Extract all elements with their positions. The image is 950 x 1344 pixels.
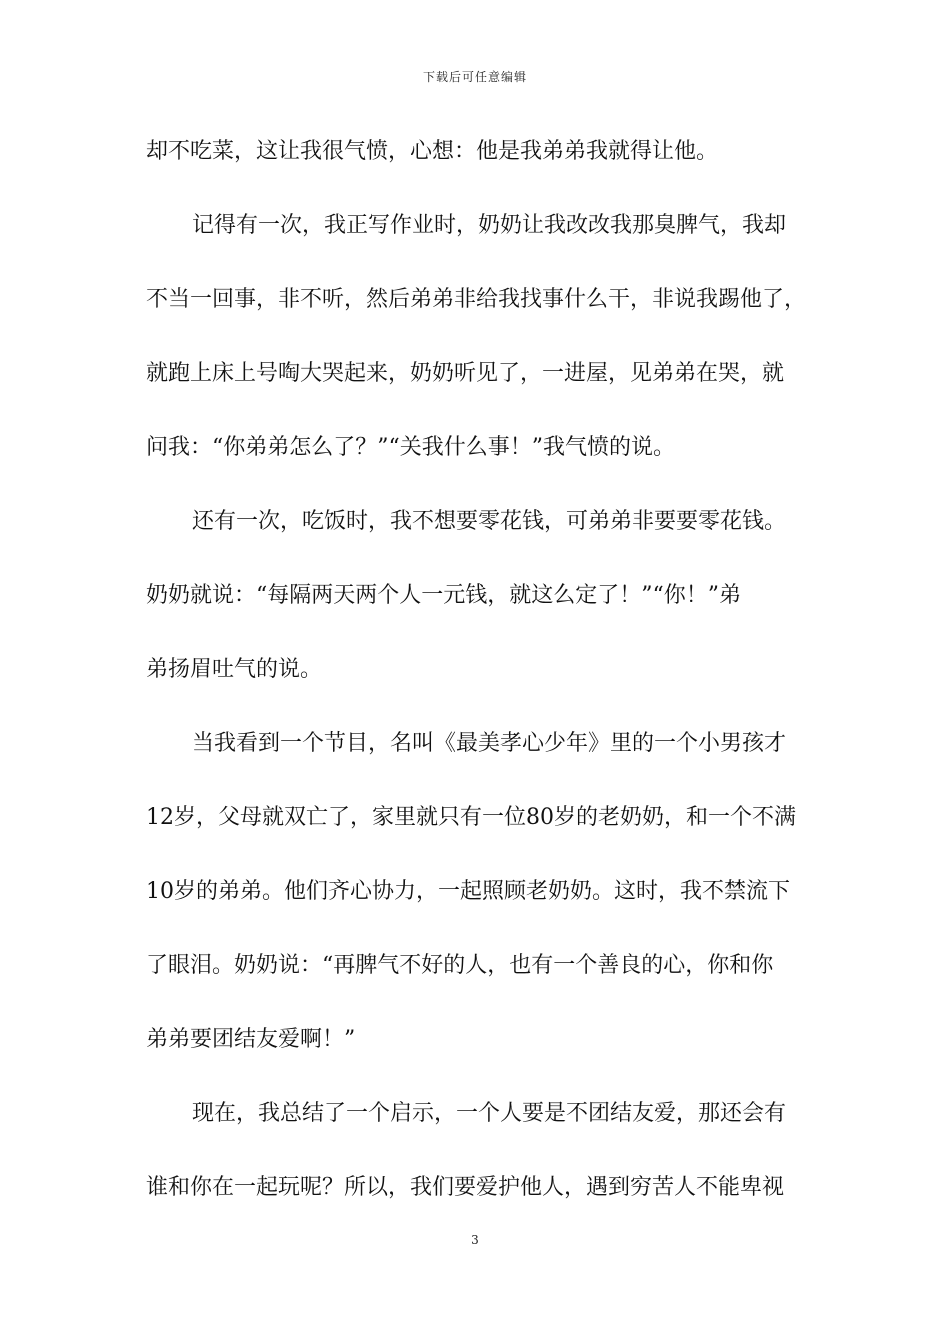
text-line: 就跑上床上号啕大哭起来，奶奶听见了，一进屋，见弟弟在哭，就 <box>146 361 785 386</box>
text-line: 问我：“你弟弟怎么了？”“关我什么事！”我气愤的说。 <box>146 435 675 460</box>
text-line: 了眼泪。奶奶说：“再脾气不好的人，也有一个善良的心，你和你 <box>146 953 774 978</box>
text-line: 却不吃菜，这让我很气愤，心想：他是我弟弟我就得让他。 <box>146 139 719 164</box>
text-line-paragraph-start: 还有一次，吃饭时，我不想要零花钱，可弟弟非要要零花钱。 <box>192 509 787 534</box>
text-line: 12岁，父母就双亡了，家里就只有一位80岁的老奶奶，和一个不满 <box>146 805 796 830</box>
text-line-paragraph-start: 现在，我总结了一个启示，一个人要是不团结友爱，那还会有 <box>192 1101 787 1126</box>
text-line-paragraph-start: 记得有一次，我正写作业时，奶奶让我改改我那臭脾气，我却 <box>192 213 787 238</box>
text-line: 谁和你在一起玩呢？所以，我们要爱护他人，遇到穷苦人不能卑视 <box>146 1175 785 1200</box>
page-number: 3 <box>471 1233 479 1247</box>
text-line: 弟弟要团结友爱啊！” <box>146 1027 356 1052</box>
text-line: 10岁的弟弟。他们齐心协力，一起照顾老奶奶。这时，我不禁流下 <box>146 879 790 904</box>
body-text <box>146 130 816 1240</box>
text-line: 奶奶就说：“每隔两天两个人一元钱，就这么定了！”“你！”弟 <box>146 583 741 608</box>
text-line-paragraph-start: 当我看到一个节目，名叫《最美孝心少年》里的一个小男孩才 <box>192 731 787 756</box>
page-header: 下载后可任意编辑 <box>422 70 527 84</box>
text-line: 不当一回事，非不听，然后弟弟非给我找事什么干，非说我踢他了， <box>146 287 807 312</box>
text-line: 弟扬眉吐气的说。 <box>146 657 323 682</box>
